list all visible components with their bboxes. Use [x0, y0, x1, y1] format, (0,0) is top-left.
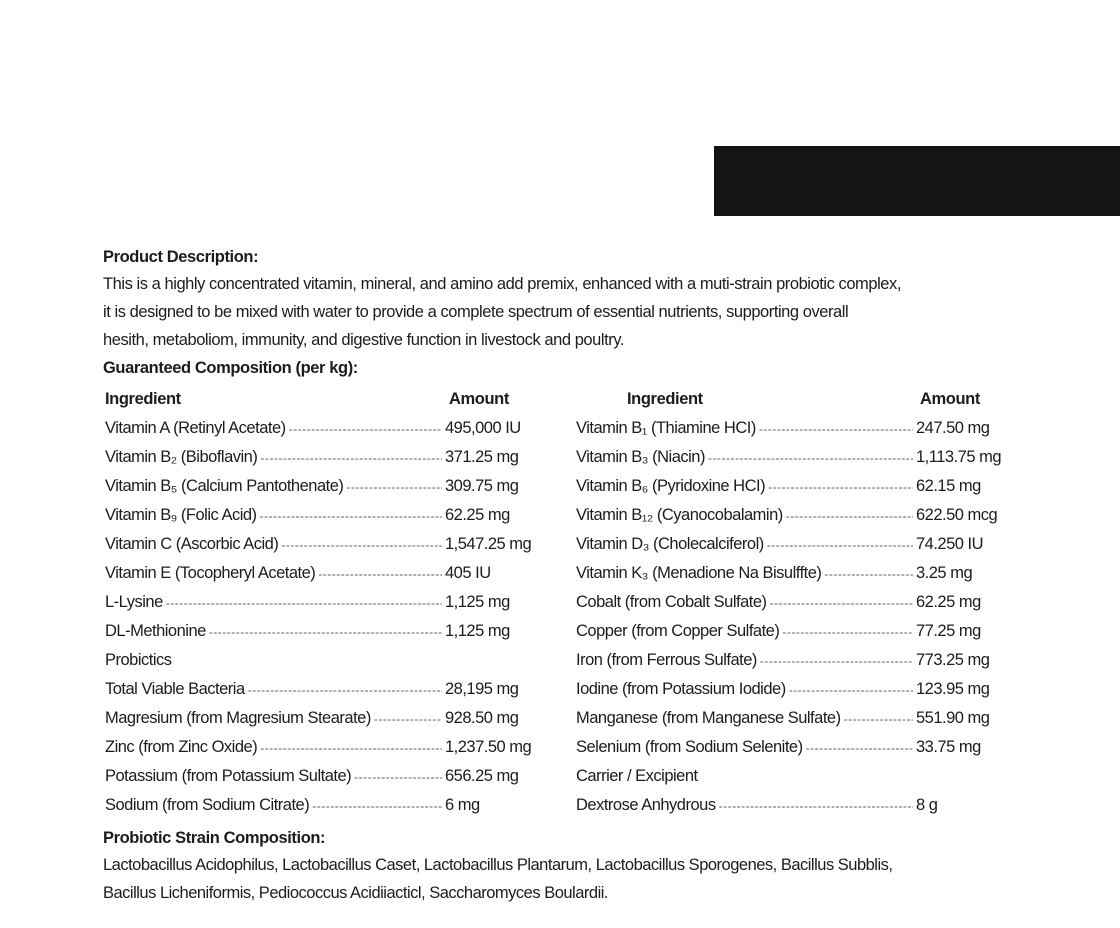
- ingredient-row: [576, 733, 1012, 762]
- ingredient-name: Potassium (from Potassium Sultate): [105, 767, 352, 785]
- ingredient-name: Total Viable Bacteria: [105, 680, 245, 698]
- leader-dashes: [768, 473, 913, 502]
- ingredient-row: [576, 704, 1012, 733]
- ingredient-row: [105, 588, 541, 617]
- ingredient-row: [576, 762, 1012, 791]
- ingredient-rows: [576, 414, 1012, 820]
- description-line: This is a highly concentrated vitamin, mineral, and amino add premix, enhanced with a muti-strain probiotic complex,: [103, 275, 901, 293]
- ingredient-name: Vitamin B₆ (Pyridoxine HCI): [576, 477, 766, 495]
- probiotic-strain-text: [103, 851, 1043, 907]
- ingredient-row: [105, 617, 541, 646]
- ingredient-rows: [105, 414, 541, 820]
- amount-header: Amount: [449, 390, 509, 408]
- ingredient-amount: 1,125 mg: [445, 622, 510, 640]
- ingredient-name: Vitamin D₃ (Cholecalciferol): [576, 535, 764, 553]
- ingredient-name: Vitamin K₃ (Menadione Na Bisulffte): [576, 564, 822, 582]
- ingredient-row: [105, 704, 541, 733]
- ingredient-name: Vitamin B₃ (Niacin): [576, 448, 705, 466]
- ingredient-amount: 495,000 IU: [445, 419, 521, 437]
- ingredient-row: [576, 501, 1012, 530]
- leader-dashes: [782, 618, 913, 647]
- ingredient-row: [576, 443, 1012, 472]
- composition-column-left: [105, 385, 541, 820]
- ingredient-name: Dextrose Anhydrous: [576, 796, 716, 814]
- ingredient-amount: 33.75 mg: [916, 738, 981, 756]
- ingredient-amount: 3.25 mg: [916, 564, 973, 582]
- ingredient-name: Carrier / Excipient: [576, 767, 698, 785]
- description-line: it is designed to be mixed with water to provide a complete spectrum of essential nutrients, supporting overall: [103, 303, 849, 321]
- ingredient-row: [576, 675, 1012, 704]
- ingredient-row: [576, 472, 1012, 501]
- ingredient-amount: 123.95 mg: [916, 680, 990, 698]
- ingredient-row: [576, 414, 1012, 443]
- ingredient-amount: 62.25 mg: [445, 506, 510, 524]
- ingredient-amount: 1,237.50 mg: [445, 738, 532, 756]
- ingredient-name: Vitamin B₁₂ (Cyanocobalamin): [576, 506, 783, 524]
- leader-dashes: [209, 618, 442, 647]
- ingredient-row: [105, 791, 541, 820]
- strain-line: Lactobacillus Acidophilus, Lactobacillus Caset, Lactobacillus Plantarum, Lactobacillus Sporogenes, Bacillus Subblis,: [103, 856, 893, 874]
- ingredient-name: Vitamin A (Retinyl Acetate): [105, 419, 286, 437]
- ingredient-name: Vitamin B₉ (Folic Acid): [105, 506, 257, 524]
- leader-dashes: [719, 792, 913, 821]
- ingredient-amount: 247.50 mg: [916, 419, 990, 437]
- ingredient-name: Vitamin B₂ (Biboflavin): [105, 448, 258, 466]
- ingredient-row: [576, 588, 1012, 617]
- ingredient-row: [105, 559, 541, 588]
- leader-dashes: [260, 734, 442, 763]
- composition-column-right: [576, 385, 1012, 820]
- leader-dashes: [281, 531, 442, 560]
- leader-dashes: [289, 415, 442, 444]
- ingredient-header: Ingredient: [105, 390, 181, 408]
- leader-dashes: [318, 560, 442, 589]
- leader-dashes: [770, 589, 913, 618]
- leader-dashes: [346, 473, 442, 502]
- ingredient-amount: 8 g: [916, 796, 938, 814]
- probiotic-heading: Probiotic Strain Composition:: [103, 829, 326, 847]
- leader-dashes: [708, 444, 913, 473]
- probiotic-section: [103, 825, 1063, 907]
- ingredient-amount: 1,547.25 mg: [445, 535, 532, 553]
- ingredient-name: Copper (from Copper Sulfate): [576, 622, 780, 640]
- ingredient-row: [105, 501, 541, 530]
- ingredient-amount: 551.90 mg: [916, 709, 990, 727]
- ingredient-amount: 622.50 mcg: [916, 506, 998, 524]
- ingredient-amount: 371.25 mg: [445, 448, 519, 466]
- leader-dashes: [759, 415, 913, 444]
- ingredient-amount: 309.75 mg: [445, 477, 519, 495]
- ingredient-row: [105, 675, 541, 704]
- ingredient-name: Vitamin C (Ascorbic Acid): [105, 535, 279, 553]
- document-body: [103, 244, 1063, 907]
- leader-dashes: [248, 676, 442, 705]
- ingredient-amount: 28,195 mg: [445, 680, 519, 698]
- leader-dashes: [806, 734, 913, 763]
- product-description-heading: Product Description:: [103, 248, 259, 266]
- leader-dashes: [166, 589, 442, 618]
- composition-table: [103, 385, 1063, 825]
- ingredient-name: Magresium (from Magresium Stearate): [105, 709, 371, 727]
- ingredient-row: [576, 530, 1012, 559]
- ingredient-name: Sodium (from Sodium Citrate): [105, 796, 310, 814]
- composition-heading: Guaranteed Composition (per kg):: [103, 359, 358, 377]
- ingredient-row: [105, 443, 541, 472]
- leader-dashes: [260, 444, 442, 473]
- ingredient-name: Zinc (from Zinc Oxide): [105, 738, 258, 756]
- ingredient-header: Ingredient: [627, 390, 703, 408]
- leader-dashes: [789, 676, 913, 705]
- ingredient-row: [576, 646, 1012, 675]
- column-header: [576, 385, 1012, 414]
- ingredient-amount: 1,125 mg: [445, 593, 510, 611]
- ingredient-name: L-Lysine: [105, 593, 163, 611]
- leader-dashes: [767, 531, 913, 560]
- leader-dashes: [374, 705, 442, 734]
- leader-dashes: [844, 705, 913, 734]
- ingredient-name: Manganese (from Manganese Sulfate): [576, 709, 841, 727]
- ingredient-row: [105, 414, 541, 443]
- redaction-bar: [714, 146, 1120, 216]
- leader-dashes: [760, 647, 913, 676]
- ingredient-name: Selenium (from Sodium Selenite): [576, 738, 803, 756]
- ingredient-name: DL-Methionine: [105, 622, 206, 640]
- ingredient-row: [576, 559, 1012, 588]
- ingredient-row: [105, 530, 541, 559]
- ingredient-row: [576, 617, 1012, 646]
- leader-dashes: [786, 502, 913, 531]
- strain-line: Bacillus Licheniformis, Pediococcus Acidiiacticl, Saccharomyces Boulardii.: [103, 884, 608, 902]
- ingredient-amount: 6 mg: [445, 796, 480, 814]
- product-description-text: [103, 270, 1043, 354]
- ingredient-row: [105, 472, 541, 501]
- ingredient-amount: 62.25 mg: [916, 593, 981, 611]
- ingredient-name: Probictics: [105, 651, 172, 669]
- ingredient-name: Vitamin E (Tocopheryl Acetate): [105, 564, 316, 582]
- leader-dashes: [312, 792, 442, 821]
- leader-dashes: [260, 502, 442, 531]
- ingredient-amount: 405 IU: [445, 564, 491, 582]
- ingredient-row: [105, 733, 541, 762]
- ingredient-amount: 1,113.75 mg: [916, 448, 1002, 466]
- ingredient-amount: 928.50 mg: [445, 709, 519, 727]
- ingredient-row: [105, 762, 541, 791]
- ingredient-amount: 77.25 mg: [916, 622, 981, 640]
- ingredient-name: Iodine (from Potassium Iodide): [576, 680, 786, 698]
- ingredient-row: [105, 646, 541, 675]
- ingredient-name: Cobalt (from Cobalt Sulfate): [576, 593, 767, 611]
- ingredient-name: Vitamin B₅ (Calcium Pantothenate): [105, 477, 344, 495]
- ingredient-amount: 62.15 mg: [916, 477, 981, 495]
- ingredient-name: Iron (from Ferrous Sulfate): [576, 651, 757, 669]
- ingredient-row: [576, 791, 1012, 820]
- leader-dashes: [824, 560, 913, 589]
- leader-dashes: [354, 763, 442, 792]
- column-header: [105, 385, 541, 414]
- amount-header: Amount: [920, 390, 980, 408]
- ingredient-amount: 773.25 mg: [916, 651, 990, 669]
- ingredient-amount: 74.250 IU: [916, 535, 984, 553]
- description-line: hesith, metaboliom, immunity, and digestive function in livestock and poultry.: [103, 331, 624, 349]
- ingredient-amount: 656.25 mg: [445, 767, 519, 785]
- ingredient-name: Vitamin B₁ (Thiamine HCI): [576, 419, 756, 437]
